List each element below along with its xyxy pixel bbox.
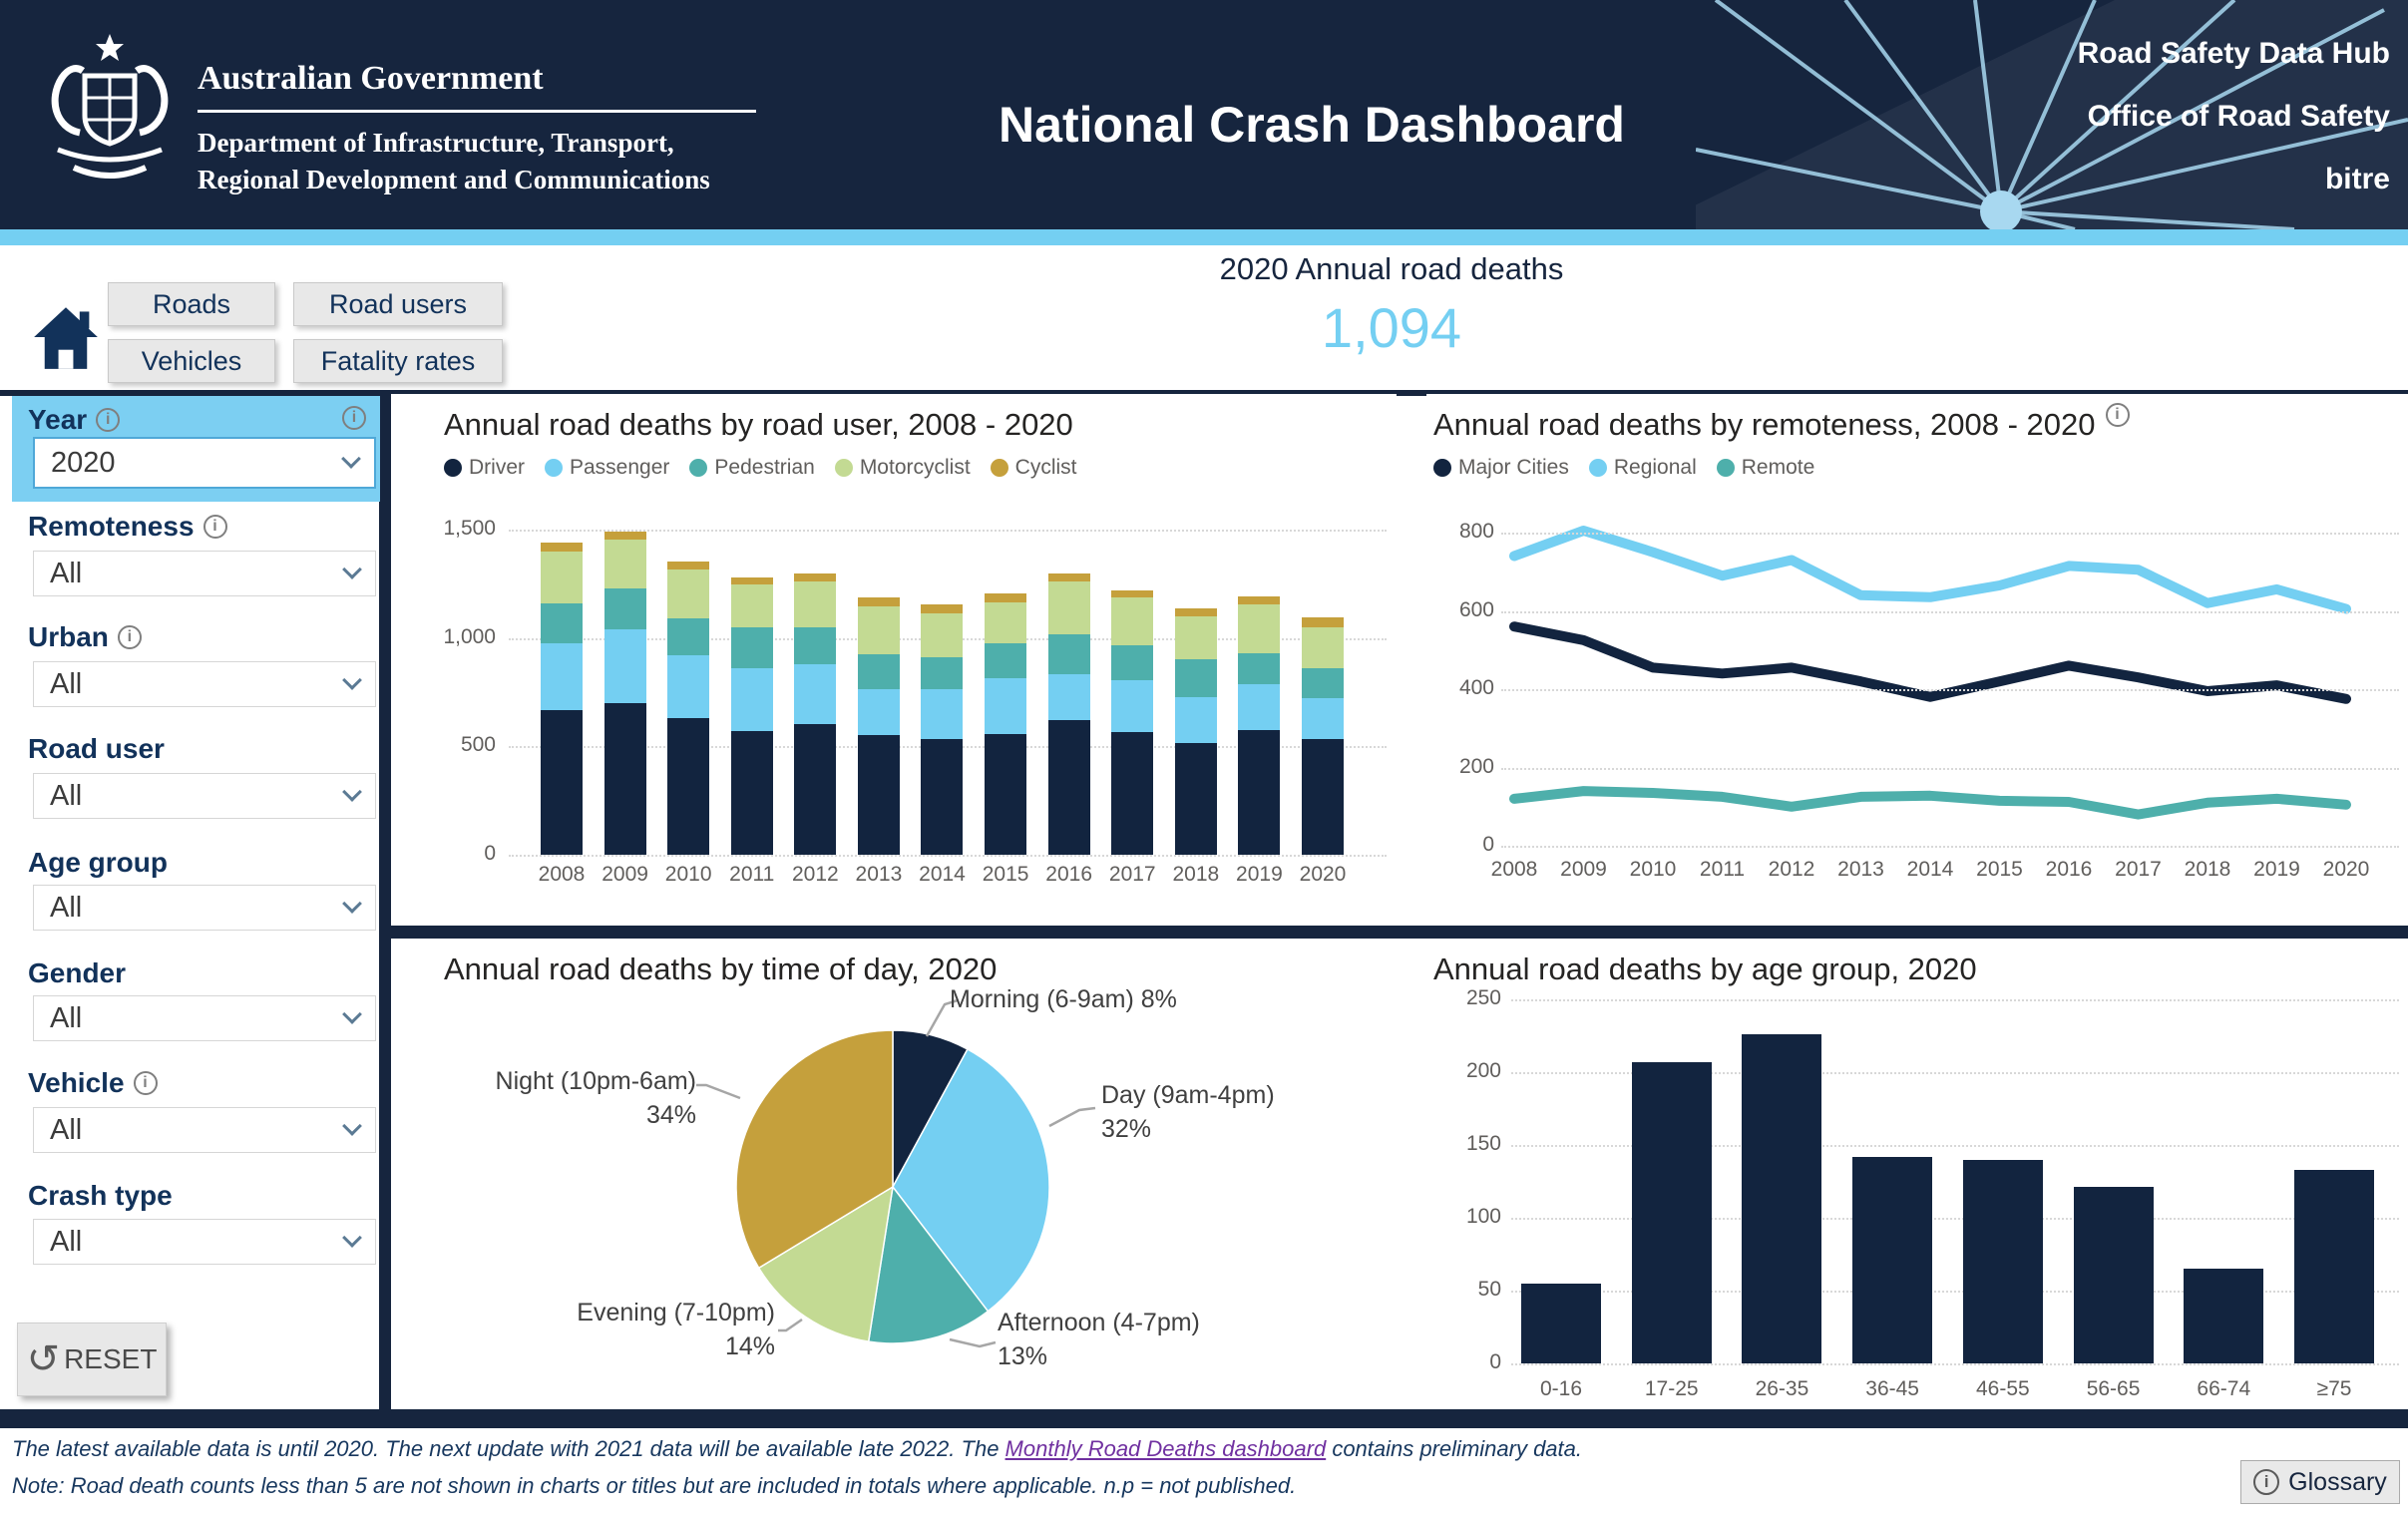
government-name: Australian Government bbox=[198, 60, 544, 97]
segment-motorcyclist bbox=[921, 613, 963, 658]
legend-dot bbox=[1589, 459, 1607, 477]
segment-pedestrian bbox=[1302, 668, 1344, 698]
dropdown-urban[interactable] bbox=[33, 661, 376, 707]
gridline bbox=[1501, 689, 2399, 691]
filter-group-age-group bbox=[0, 847, 379, 947]
footer-note-2: Note: Road death counts less than 5 are not shown in charts or titles but are included in totals where applicable. n.p = not published. bbox=[12, 1473, 1297, 1498]
stacked-bar-2008[interactable] bbox=[541, 543, 583, 855]
x-axis-tick: 2016 bbox=[2045, 858, 2093, 881]
x-axis-tick: 66-74 bbox=[2197, 1377, 2251, 1400]
filter-label-road-user: Road user bbox=[28, 733, 165, 764]
segment-driver bbox=[1111, 732, 1153, 855]
gridline bbox=[1511, 1363, 2399, 1365]
y-axis-tick: 0 bbox=[1489, 1350, 1501, 1373]
filter-group-vehicle bbox=[0, 1067, 379, 1167]
reset-label: RESET bbox=[64, 1343, 158, 1374]
segment-driver bbox=[794, 724, 836, 855]
legend-item-motorcyclist[interactable] bbox=[835, 456, 971, 480]
segment-pedestrian bbox=[667, 618, 709, 655]
filter-label-row bbox=[28, 404, 120, 436]
segment-cyclist bbox=[985, 593, 1026, 602]
stacked-bar-2017[interactable] bbox=[1111, 590, 1153, 855]
segment-passenger bbox=[731, 668, 773, 731]
dropdown-gender[interactable] bbox=[33, 995, 376, 1041]
x-axis-tick: 2015 bbox=[982, 863, 1029, 886]
legend-item-passenger[interactable] bbox=[545, 456, 669, 480]
x-axis-tick: 2013 bbox=[1837, 858, 1884, 881]
stacked-bar-2013[interactable] bbox=[858, 597, 900, 855]
header bbox=[0, 0, 2408, 229]
segment-passenger bbox=[794, 664, 836, 724]
filter-label-gender: Gender bbox=[28, 957, 127, 988]
segment-pedestrian bbox=[1111, 645, 1153, 680]
remoteness-line-chart bbox=[1486, 524, 2394, 863]
chevron-down-icon bbox=[342, 1228, 362, 1248]
stacked-bar-2011[interactable] bbox=[731, 577, 773, 855]
y-axis-tick: 50 bbox=[1477, 1278, 1501, 1301]
gridline bbox=[1501, 611, 2399, 613]
filter-group-urban bbox=[0, 621, 379, 721]
age-group-bar-plot bbox=[1521, 999, 2374, 1363]
footer-note-1-text: The latest available data is until 2020. The next update with 2021 data will be available late 2022. The bbox=[12, 1436, 1005, 1461]
dropdown-value: All bbox=[50, 1113, 83, 1146]
info-icon[interactable] bbox=[203, 515, 227, 539]
pie-label-night-10pm-6am: Night (10pm-6am) 34% bbox=[495, 1067, 696, 1129]
x-axis-tick: 2020 bbox=[1299, 863, 1347, 886]
chart-road-user-legend bbox=[444, 456, 1097, 480]
x-axis-tick: 2008 bbox=[538, 863, 586, 886]
segment-cyclist bbox=[1238, 596, 1280, 604]
bar-75[interactable] bbox=[2294, 1170, 2374, 1363]
filter-label-urban: Urban bbox=[28, 621, 109, 652]
gridline bbox=[1501, 768, 2399, 770]
road-user-bar-plot bbox=[541, 530, 1344, 855]
chart-time-of-day-panel bbox=[391, 939, 1397, 1409]
legend-item-remote[interactable] bbox=[1717, 456, 1815, 480]
footer-note-1 bbox=[12, 1436, 1582, 1462]
filter-label-row bbox=[28, 621, 142, 653]
y-axis-tick: 150 bbox=[1465, 1132, 1501, 1155]
bar-56-65[interactable] bbox=[2074, 1187, 2154, 1363]
dropdown-value: All bbox=[50, 667, 83, 700]
bar-36-45[interactable] bbox=[1852, 1157, 1932, 1363]
dropdown-value: All bbox=[50, 557, 83, 589]
header-right-line3: bitre bbox=[2324, 163, 2390, 195]
kpi-card bbox=[1032, 251, 1751, 360]
stacked-bar-2015[interactable] bbox=[985, 593, 1026, 855]
page-title: National Crash Dashboard bbox=[999, 97, 1625, 153]
header-rule bbox=[198, 110, 756, 113]
nav-button-fatality-rates[interactable]: Fatality rates bbox=[293, 339, 503, 383]
segment-passenger bbox=[1238, 684, 1280, 730]
bar-17-25[interactable] bbox=[1632, 1062, 1712, 1363]
y-axis-tick: 250 bbox=[1465, 986, 1501, 1009]
home-icon[interactable] bbox=[32, 297, 100, 379]
segment-pedestrian bbox=[731, 627, 773, 668]
segment-passenger bbox=[1175, 697, 1217, 743]
segment-cyclist bbox=[604, 532, 646, 540]
dropdown-value: All bbox=[50, 891, 83, 924]
x-axis-tick: 17-25 bbox=[1644, 1377, 1699, 1400]
filter-group-road-user bbox=[0, 733, 379, 833]
accent-strip bbox=[0, 229, 2408, 245]
dropdown-crash-type[interactable] bbox=[33, 1219, 376, 1265]
segment-cyclist bbox=[1175, 608, 1217, 616]
segment-pedestrian bbox=[985, 643, 1026, 678]
segment-motorcyclist bbox=[858, 606, 900, 654]
dropdown-value: All bbox=[50, 1225, 83, 1258]
segment-pedestrian bbox=[541, 603, 583, 643]
stacked-bar-2019[interactable] bbox=[1238, 596, 1280, 855]
line-remote[interactable] bbox=[1514, 791, 2346, 815]
segment-motorcyclist bbox=[1302, 627, 1344, 668]
x-axis-tick: 36-45 bbox=[1865, 1377, 1919, 1400]
line-major-cities[interactable] bbox=[1514, 626, 2346, 699]
sidebar-divider bbox=[379, 390, 391, 1409]
gridline bbox=[1501, 533, 2399, 535]
bar-26-35[interactable] bbox=[1742, 1034, 1821, 1363]
dropdown-road-user[interactable] bbox=[33, 773, 376, 819]
chevron-down-icon bbox=[342, 670, 362, 690]
segment-motorcyclist bbox=[1111, 597, 1153, 645]
x-axis-tick: 2012 bbox=[1768, 858, 1815, 881]
segment-driver bbox=[667, 718, 709, 855]
x-axis-tick: 2017 bbox=[2115, 858, 2162, 881]
legend-dot bbox=[444, 459, 462, 477]
segment-pedestrian bbox=[1238, 653, 1280, 685]
info-icon[interactable] bbox=[134, 1071, 158, 1095]
segment-driver bbox=[604, 703, 646, 855]
dropdown-age-group[interactable] bbox=[33, 885, 376, 931]
bar-0-16[interactable] bbox=[1521, 1284, 1601, 1363]
segment-pedestrian bbox=[1175, 659, 1217, 697]
segment-passenger bbox=[541, 643, 583, 710]
x-axis-tick: 56-65 bbox=[2086, 1377, 2141, 1400]
x-axis-tick: 2012 bbox=[791, 863, 839, 886]
segment-passenger bbox=[985, 678, 1026, 735]
dropdown-value: All bbox=[50, 1001, 83, 1034]
segment-motorcyclist bbox=[541, 552, 583, 603]
kpi-label: 2020 Annual road deaths bbox=[1219, 251, 1564, 286]
filter-sidebar bbox=[0, 396, 379, 1409]
segment-cyclist bbox=[921, 604, 963, 613]
stacked-bar-2012[interactable] bbox=[794, 573, 836, 856]
segment-driver bbox=[731, 731, 773, 855]
coat-of-arms bbox=[30, 28, 190, 197]
x-axis-tick: 2014 bbox=[919, 863, 966, 886]
stacked-bar-2016[interactable] bbox=[1048, 573, 1090, 855]
segment-passenger bbox=[1302, 698, 1344, 739]
segment-motorcyclist bbox=[731, 584, 773, 626]
info-icon[interactable] bbox=[96, 408, 120, 432]
department-line1: Department of Infrastructure, Transport, bbox=[198, 128, 674, 158]
x-axis-tick: 2009 bbox=[602, 863, 648, 886]
chart-road-user-title: Annual road deaths by road user, 2008 - 2020 bbox=[444, 407, 1073, 442]
pie-label-morning-6-9am: Morning (6-9am) 8% bbox=[950, 985, 1177, 1013]
filter-label-row bbox=[28, 1067, 158, 1099]
legend-dot bbox=[835, 459, 853, 477]
dropdown-vehicle[interactable] bbox=[33, 1107, 376, 1153]
segment-motorcyclist bbox=[1238, 604, 1280, 653]
filter-group-year bbox=[12, 396, 380, 502]
reset-button[interactable] bbox=[17, 1323, 167, 1396]
x-axis-tick: 26-35 bbox=[1755, 1377, 1809, 1400]
x-axis-tick: 2019 bbox=[1236, 863, 1283, 886]
segment-driver bbox=[1048, 720, 1090, 855]
chevron-down-icon bbox=[342, 560, 362, 579]
header-right-line1: Road Safety Data Hub bbox=[2077, 37, 2390, 70]
info-icon[interactable] bbox=[342, 406, 366, 430]
segment-driver bbox=[541, 710, 583, 855]
segment-cyclist bbox=[541, 543, 583, 552]
legend-item-driver[interactable] bbox=[444, 456, 525, 480]
segment-driver bbox=[985, 734, 1026, 855]
line-regional[interactable] bbox=[1514, 531, 2346, 609]
segment-cyclist bbox=[858, 597, 900, 606]
footer-note-1-text-end: contains preliminary data. bbox=[1326, 1436, 1582, 1461]
x-axis-tick: 2013 bbox=[855, 863, 903, 886]
header-right-line2: Office of Road Safety bbox=[2087, 100, 2390, 133]
y-axis-tick: 500 bbox=[460, 733, 496, 757]
stacked-bar-2009[interactable] bbox=[604, 532, 646, 855]
legend-dot bbox=[991, 459, 1008, 477]
y-axis-tick: 400 bbox=[1458, 676, 1494, 699]
segment-motorcyclist bbox=[667, 569, 709, 618]
chart-road-user-panel bbox=[391, 394, 1397, 926]
legend-item-regional[interactable] bbox=[1589, 456, 1697, 480]
pie-label-evening-7-10pm: Evening (7-10pm) 14% bbox=[577, 1299, 775, 1360]
gridline bbox=[1501, 846, 2399, 848]
monthly-road-deaths-link[interactable]: Monthly Road Deaths dashboard bbox=[1004, 1436, 1327, 1461]
stacked-bar-2018[interactable] bbox=[1175, 608, 1217, 855]
filter-label-remoteness: Remoteness bbox=[28, 511, 195, 542]
legend-dot bbox=[1433, 459, 1451, 477]
filter-label-row bbox=[28, 733, 165, 765]
segment-cyclist bbox=[1302, 617, 1344, 627]
department-line2: Regional Development and Communications bbox=[198, 165, 710, 194]
kpi-value: 1,094 bbox=[1321, 296, 1462, 359]
legend-label: Pedestrian bbox=[714, 456, 815, 479]
segment-passenger bbox=[1111, 680, 1153, 732]
chevron-down-icon bbox=[341, 449, 361, 469]
segment-passenger bbox=[921, 689, 963, 739]
dropdown-remoteness[interactable] bbox=[33, 551, 376, 596]
legend-dot bbox=[1717, 459, 1735, 477]
x-axis-tick: 2016 bbox=[1045, 863, 1093, 886]
filter-group-crash-type bbox=[0, 1180, 379, 1280]
chart-remoteness-panel bbox=[1426, 394, 2408, 926]
segment-motorcyclist bbox=[1175, 616, 1217, 659]
dropdown-value: 2020 bbox=[51, 446, 116, 479]
segment-motorcyclist bbox=[1048, 581, 1090, 634]
legend-dot bbox=[689, 459, 707, 477]
segment-cyclist bbox=[731, 577, 773, 585]
nav-button-road-users[interactable]: Road users bbox=[293, 282, 503, 326]
segment-passenger bbox=[1048, 674, 1090, 721]
chart-age-group-title: Annual road deaths by age group, 2020 bbox=[1433, 951, 1977, 986]
undo-icon: ↺ bbox=[26, 1337, 61, 1381]
legend-label: Passenger bbox=[570, 456, 670, 479]
glossary-info-icon bbox=[2253, 1469, 2279, 1495]
stacked-bar-2014[interactable] bbox=[921, 604, 963, 855]
filter-group-remoteness bbox=[0, 511, 379, 610]
segment-pedestrian bbox=[604, 588, 646, 629]
nav-button-vehicles[interactable]: Vehicles bbox=[108, 339, 275, 383]
y-axis-tick: 1,000 bbox=[443, 624, 496, 648]
legend-label: Remote bbox=[1741, 456, 1815, 479]
x-axis-tick: 2017 bbox=[1108, 863, 1156, 886]
filter-group-gender bbox=[0, 957, 379, 1057]
segment-cyclist bbox=[1111, 590, 1153, 598]
segment-cyclist bbox=[794, 573, 836, 582]
y-axis-tick: 200 bbox=[1458, 754, 1494, 778]
segment-pedestrian bbox=[794, 627, 836, 664]
filter-label-year: Year bbox=[28, 404, 88, 435]
legend-item-major-cities[interactable] bbox=[1433, 456, 1569, 480]
x-axis-tick: 2010 bbox=[664, 863, 712, 886]
dropdown-year[interactable] bbox=[33, 437, 376, 489]
glossary-button[interactable] bbox=[2240, 1460, 2400, 1504]
y-axis-tick: 0 bbox=[484, 842, 496, 865]
chart-remoteness-legend bbox=[1433, 456, 1834, 480]
x-axis-tick: 2020 bbox=[2322, 858, 2370, 881]
chevron-down-icon bbox=[342, 1004, 362, 1024]
chevron-down-icon bbox=[342, 1116, 362, 1136]
legend-item-pedestrian[interactable] bbox=[689, 456, 814, 480]
info-icon[interactable] bbox=[2106, 403, 2130, 427]
info-icon[interactable] bbox=[118, 625, 142, 649]
segment-passenger bbox=[667, 655, 709, 718]
legend-label: Cyclist bbox=[1014, 456, 1077, 479]
segment-cyclist bbox=[667, 562, 709, 570]
x-axis-tick: 46-55 bbox=[1975, 1377, 2030, 1400]
legend-label: Driver bbox=[469, 456, 525, 479]
x-axis-tick: 2018 bbox=[2184, 858, 2231, 881]
chart-time-of-day-title: Annual road deaths by time of day, 2020 bbox=[444, 951, 998, 986]
segment-passenger bbox=[858, 689, 900, 736]
segment-driver bbox=[921, 739, 963, 855]
legend-dot bbox=[545, 459, 563, 477]
y-axis-tick: 200 bbox=[1465, 1059, 1501, 1082]
filter-label-crash-type: Crash type bbox=[28, 1180, 173, 1211]
chart-remoteness-title: Annual road deaths by remoteness, 2008 - 2020 bbox=[1433, 407, 2096, 442]
pie-label-afternoon-4-7pm: Afternoon (4-7pm) 13% bbox=[998, 1309, 1200, 1370]
chevron-down-icon bbox=[342, 894, 362, 914]
x-axis-tick: 2009 bbox=[1560, 858, 1607, 881]
bar-46-55[interactable] bbox=[1963, 1160, 2043, 1363]
glossary-label: Glossary bbox=[2288, 1467, 2387, 1496]
nav-buttons bbox=[108, 282, 503, 383]
segment-driver bbox=[858, 735, 900, 855]
segment-motorcyclist bbox=[604, 540, 646, 588]
segment-motorcyclist bbox=[985, 602, 1026, 643]
bottom-bar bbox=[0, 1409, 2408, 1428]
segment-cyclist bbox=[1048, 573, 1090, 582]
gridline bbox=[509, 855, 1387, 857]
segment-pedestrian bbox=[858, 654, 900, 689]
segment-pedestrian bbox=[921, 657, 963, 689]
x-axis-tick: 2015 bbox=[1976, 858, 2023, 881]
row-divider bbox=[391, 926, 2408, 939]
x-axis-tick: 2011 bbox=[1699, 858, 1746, 881]
chevron-down-icon bbox=[342, 782, 362, 802]
segment-pedestrian bbox=[1048, 634, 1090, 673]
segment-driver bbox=[1175, 743, 1217, 855]
segment-driver bbox=[1302, 739, 1344, 855]
x-axis-tick: 2011 bbox=[729, 863, 775, 886]
pie-label-day-9am-4pm: Day (9am-4pm) 32% bbox=[1101, 1081, 1275, 1143]
legend-label: Motorcyclist bbox=[859, 456, 971, 479]
y-axis-tick: 100 bbox=[1465, 1205, 1501, 1228]
filter-label-vehicle: Vehicle bbox=[28, 1067, 125, 1098]
x-axis-tick: 2018 bbox=[1172, 863, 1220, 886]
x-axis-tick: ≥75 bbox=[2316, 1377, 2352, 1400]
y-axis-tick: 800 bbox=[1458, 520, 1494, 543]
x-axis-tick: 2010 bbox=[1629, 858, 1677, 881]
segment-driver bbox=[1238, 730, 1280, 855]
stacked-bar-2020[interactable] bbox=[1302, 617, 1344, 855]
segment-motorcyclist bbox=[794, 581, 836, 627]
bar-66-74[interactable] bbox=[2184, 1269, 2263, 1363]
segment-passenger bbox=[604, 629, 646, 703]
y-axis-tick: 600 bbox=[1458, 597, 1494, 621]
legend-item-cyclist[interactable] bbox=[991, 456, 1077, 480]
legend-label: Major Cities bbox=[1458, 456, 1569, 479]
stacked-bar-2010[interactable] bbox=[667, 562, 709, 855]
filter-label-row bbox=[28, 957, 126, 989]
filter-label-row bbox=[28, 511, 227, 543]
dropdown-value: All bbox=[50, 779, 83, 812]
legend-label: Regional bbox=[1613, 456, 1697, 479]
chart-age-group-panel bbox=[1426, 939, 2408, 1409]
x-axis-tick: 2008 bbox=[1490, 858, 1538, 881]
x-axis-tick: 0-16 bbox=[1539, 1377, 1583, 1400]
filter-label-age-group: Age group bbox=[28, 847, 168, 878]
filter-label-row bbox=[28, 1180, 173, 1212]
filter-label-row bbox=[28, 847, 168, 879]
x-axis-tick: 2014 bbox=[1906, 858, 1954, 881]
x-axis-tick: 2019 bbox=[2253, 858, 2300, 881]
nav-button-roads[interactable]: Roads bbox=[108, 282, 275, 326]
y-axis-tick: 1,500 bbox=[443, 517, 496, 540]
y-axis-tick: 0 bbox=[1482, 833, 1494, 856]
